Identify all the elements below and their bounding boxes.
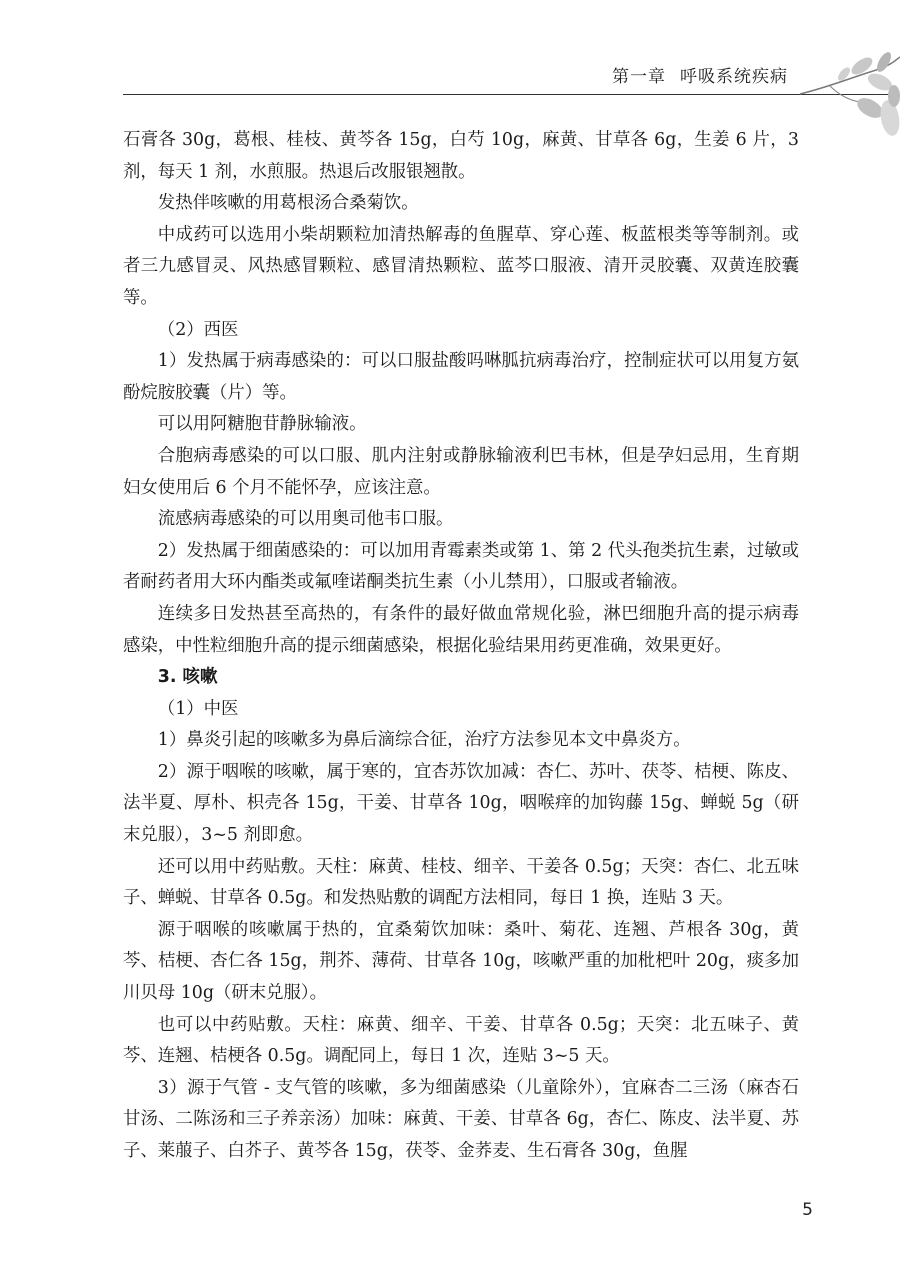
paragraph: 1）发热属于病毒感染的：可以口服盐酸吗啉胍抗病毒治疗，控制症状可以用复方氨酚烷胺胶囊（片）等。: [123, 351, 799, 403]
page-number: 5: [802, 1200, 813, 1220]
paragraph: 可以用阿糖胞苷静脉输液。: [157, 414, 367, 435]
leaf-branch-icon: [800, 52, 900, 147]
paragraph: 3）源于气管 - 支气管的咳嗽，多为细菌感染（儿童除外），宜麻杏二三汤（麻杏石甘汤、二陈汤和三子养亲汤）加味：麻黄、干姜、甘草各 6g，杏仁、陈皮、法半夏、苏子、莱菔子、白芥子、黄芩各 15g，茯苓、金荞麦、生石膏各 30g，鱼腥: [123, 1077, 799, 1161]
subheading: （1）中医: [157, 698, 239, 719]
paragraph: 2）发热属于细菌感染的：可以加用青霉素类或第 1、第 2 代头孢类抗生素，过敏或者耐药者用大环内酯类或氟喹诺酮类抗生素（小儿禁用），口服或者输液。: [123, 540, 799, 593]
header-title: [612, 62, 788, 87]
chapter-title: 呼吸系统疾病: [680, 67, 788, 87]
paragraph: 1）鼻炎引起的咳嗽多为鼻后滴综合征，治疗方法参见本文中鼻炎方。: [157, 730, 691, 751]
paragraph: 石膏各 30g，葛根、桂枝、黄芩各 15g，白芍 10g，麻黄、甘草各 6g，生姜 6 片，3 剂，每天 1 剂，水煎服。热退后改服银翘散。: [123, 130, 799, 182]
paragraph: 源于咽喉的咳嗽属于热的，宜桑菊饮加味：桑叶、菊花、连翘、芦根各 30g，黄芩、桔梗、杏仁各 15g，荆芥、薄荷、甘草各 10g，咳嗽严重的加枇杷叶 20g，痰多加川贝母 10g（研末兑服）。: [123, 919, 799, 1004]
subheading: （2）西医: [157, 319, 239, 340]
paragraph: 流感病毒感染的可以用奥司他韦口服。: [157, 509, 454, 530]
paragraph: 合胞病毒感染的可以口服、肌内注射或静脉输液利巴韦林，但是孕妇忌用，生育期妇女使用后 6 个月不能怀孕，应该注意。: [123, 445, 799, 498]
chapter-label: 第一章: [612, 67, 666, 87]
paragraph: 连续多日发热甚至高热的，有条件的最好做血常规化验，淋巴细胞升高的提示病毒感染，中性粒细胞升高的提示细菌感染，根据化验结果用药更准确，效果更好。: [123, 603, 799, 656]
paragraph: 还可以用中药贴敷。天柱：麻黄、桂枝、细辛、干姜各 0.5g；天突：杏仁、北五味子、蝉蜕、甘草各 0.5g。和发热贴敷的调配方法相同，每日 1 换，连贴 3 天。: [123, 856, 799, 909]
section-heading: 3. 咳嗽: [157, 667, 218, 688]
page-body: [123, 125, 799, 1168]
running-header: [123, 52, 900, 96]
paragraph: 中成药可以选用小柴胡颗粒加清热解毒的鱼腥草、穿心莲、板蓝根类等等制剂。或者三九感冒灵、风热感冒颗粒、感冒清热颗粒、蓝芩口服液、清开灵胶囊、双黄连胶囊等。: [123, 224, 799, 308]
paragraph: 2）源于咽喉的咳嗽，属于寒的，宜杏苏饮加减：杏仁、苏叶、茯苓、桔梗、陈皮、法半夏、厚朴、枳壳各 15g，干姜、甘草各 10g，咽喉痒的加钩藤 15g、蝉蜕 5g（研末兑服），3~5 剂即愈。: [123, 761, 799, 846]
header-rule: [123, 94, 900, 95]
paragraph: 发热伴咳嗽的用葛根汤合桑菊饮。: [157, 193, 419, 214]
paragraph: 也可以中药贴敷。天柱：麻黄、细辛、干姜、甘草各 0.5g；天突：北五味子、黄芩、连翘、桔梗各 0.5g。调配同上，每日 1 次，连贴 3~5 天。: [123, 1014, 799, 1067]
